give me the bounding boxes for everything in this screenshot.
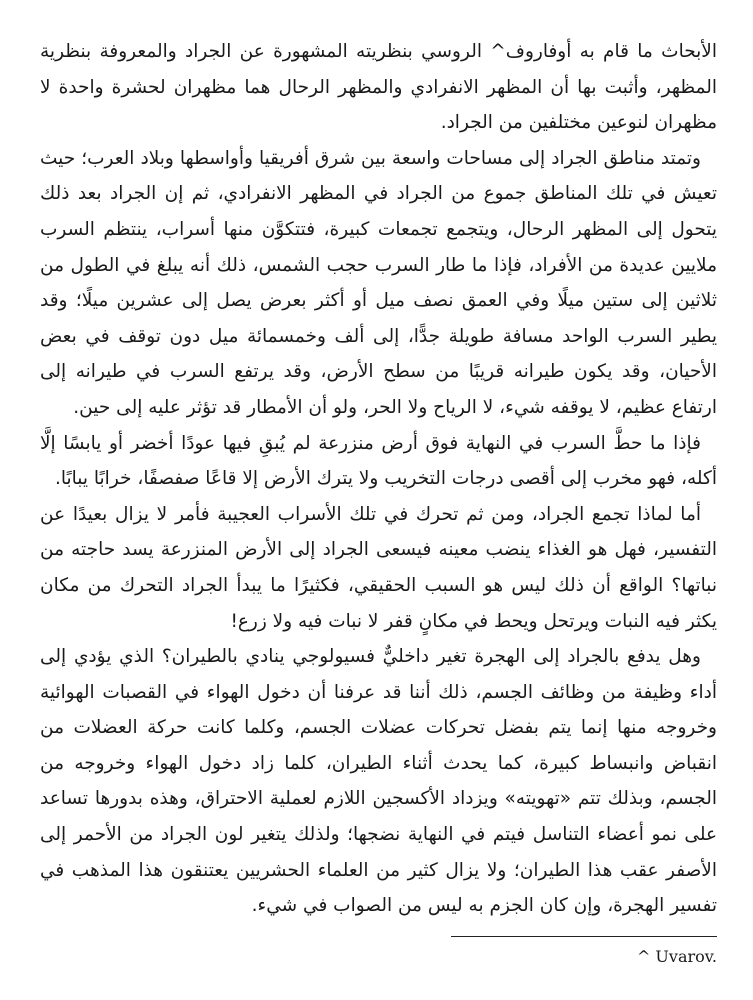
footnote-divider bbox=[451, 936, 717, 937]
footnote: ^ Uvarov. bbox=[636, 947, 717, 966]
paragraph-4: أما لماذا تجمع الجراد، ومن ثم تحرك في تلك الأسراب العجيبة فأمر لا يزال بعيدًا عن التفسير، فهل هو الغذاء ينضب معينه فيسعى الجراد إلى الأرض المنزرعة يسد حاجته من نباتها؟ الواقع أن ذلك ليس هو السبب الحقيقي، فكثيرًا ما يبدأ الجراد التحرك من مكان يكثر فيه النبات ويرتحل ويحط في مكانٍ قفر لا نبات فيه ولا زرع! bbox=[40, 503, 717, 632]
paragraph-5: وهل يدفع بالجراد إلى الهجرة تغير داخليٌّ فسيولوجي ينادي بالطيران؟ الذي يؤدي إلى أداء وظيفة من وظائف الجسم، ذلك أننا قد عرفنا أن دخول الهواء في القصبات الهوائية وخروجه منها إنما يتم بفضل تحركات عضلات الجسم، وكلما كانت حركة العضلات من انقباض وانبساط كبيرة، كما يحدث أثناء الطيران، كلما زاد دخول الهواء وخروجه من الجسم، وبذلك تتم «تهويته» ويزداد الأكسجين اللازم لعملية الاحتراق، وهذه بدورها تساعد على نمو أعضاء التناسل فيتم في النهاية نضجها؛ ولذلك يتغير لون الجراد من الأحمر إلى الأصفر عقب هذا الطيران؛ ولا يزال كثير من العلماء الحشريين يعتنقون هذا المذهب في تفسير الهجرة، وإن كان الجزم به ليس من الصواب في شيء. bbox=[40, 646, 717, 917]
paragraph-1: الأبحاث ما قام به أوفاروف^ الروسي بنظريته المشهورة عن الجراد والمعروفة بنظرية المظهر، وأثبت بها أن المظهر الانفرادي والمظهر الرحال هما مظهران لحشرة واحدة لا مظهران لنوعين مختلفين من الجراد. bbox=[40, 41, 717, 134]
paragraph-3: فإذا ما حطَّ السرب في النهاية فوق أرض منزرعة لم يُبقِ فيها عودًا أخضر أو يابسًا إلَّا أكله، فهو مخرب إلى أقصى درجات التخريب ولا يترك الأرض إلا قاعًا صفصفًا، خرابًا يبابًا. bbox=[40, 432, 717, 490]
paragraph-2: وتمتد مناطق الجراد إلى مساحات واسعة بين شرق أفريقيا وأواسطها وبلاد العرب؛ حيث تعيش في تلك المناطق جموع من الجراد في المظهر الانفرادي، ثم إن الجراد بعد ذلك يتحول إلى المظهر الرحال، ويتجمع تجمعات كبيرة، فتتكوَّن منها أسراب، ينتظم السرب ملايين عديدة من الأفراد، فإذا ما طار السرب حجب الشمس، ذلك أنه يبلغ في الطول من ثلاثين إلى ستين ميلًا وفي العمق نصف ميل أو أكثر بعرض يصل إلى عشرين ميلًا؛ وقد يطير السرب الواحد مسافة طويلة جدًّا، إلى ألف وخمسمائة ميل دون توقف في بعض الأحيان، وقد يكون طيرانه قريبًا من سطح الأرض، وقد يرتفع السرب في طيرانه إلى ارتفاع عظيم، لا يوقفه شيء، لا الرياح ولا الحر، ولو أن الأمطار قد تؤثر عليه إلى حين. bbox=[40, 147, 717, 418]
